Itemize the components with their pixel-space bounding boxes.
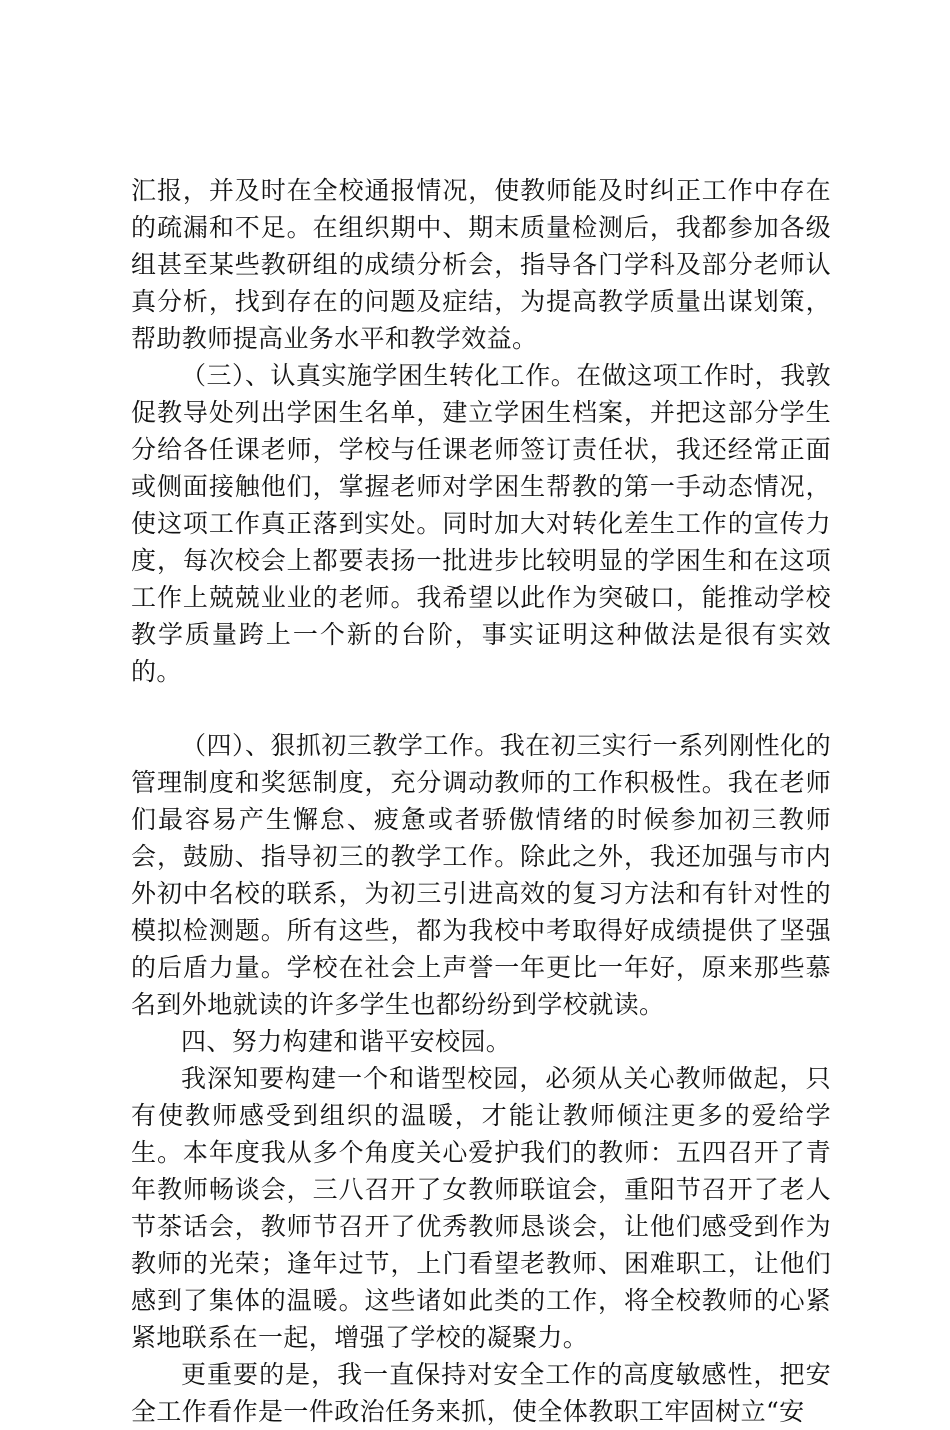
section-heading-harmonious-campus: 四、努力构建和谐平安校园。: [181, 1027, 512, 1056]
paragraph-report-continuation: 汇报，并及时在全校通报情况，使教师能及时纠正工作中存在的疏漏和不足。在组织期中、期末质量检测后，我都参加各级组甚至某些教研组的成绩分析会，指导各门学科及部分老师认真分析，找到存在的问题及症结，为提高教学质量出谋划策，帮助教师提高业务水平和教学效益。: [131, 176, 831, 353]
paragraph-section-four: （四）、狠抓初三教学工作。我在初三实行一系列刚性化的管理制度和奖惩制度，充分调动教师的工作积极性。我在老师们最容易产生懈怠、疲惫或者骄傲情绪的时候参加初三教师会，鼓励、指导初三的教学工作。除此之外，我还加强与市内外初中名校的联系，为初三引进高效的复习方法和有针对性的模拟检测题。所有这些，都为我校中考取得好成绩提供了坚强的后盾力量。学校在社会上声誉一年更比一年好，原来那些慕名到外地就读的许多学生也都纷纷到学校就读。: [131, 731, 831, 1019]
paragraph-safety-work: 更重要的是，我一直保持对安全工作的高度敏感性，把安全工作看作是一件政治任务来抓，使全体教职工牢固树立“安: [131, 1360, 831, 1426]
document-body: [131, 172, 831, 1430]
paragraph-caring-teachers: 我深知要构建一个和谐型校园，必须从关心教师做起，只有使教师感受到组织的温暖，才能让教师倾注更多的爱给学生。本年度我从多个角度关心爱护我们的教师：五四召开了青年教师畅谈会，三八召开了女教师联谊会，重阳节召开了老人节茶话会，教师节召开了优秀教师恳谈会，让他们感受到作为教师的光荣；逢年过节，上门看望老教师、困难职工，让他们感到了集体的温暖。这些诸如此类的工作，将全校教师的心紧紧地联系在一起，增强了学校的凝聚力。: [131, 1064, 831, 1352]
paragraph-section-three: （三）、认真实施学困生转化工作。在做这项工作时，我敦促教导处列出学困生名单，建立学困生档案，并把这部分学生分给各任课老师，学校与任课老师签订责任状，我还经常正面或侧面接触他们，掌握老师对学困生帮教的第一手动态情况，使这项工作真正落到实处。同时加大对转化差生工作的宣传力度，每次校会上都要表扬一批进步比较明显的学困生和在这项工作上兢兢业业的老师。我希望以此作为突破口，能推动学校教学质量跨上一个新的台阶，事实证明这种做法是很有实效的。: [131, 361, 831, 686]
